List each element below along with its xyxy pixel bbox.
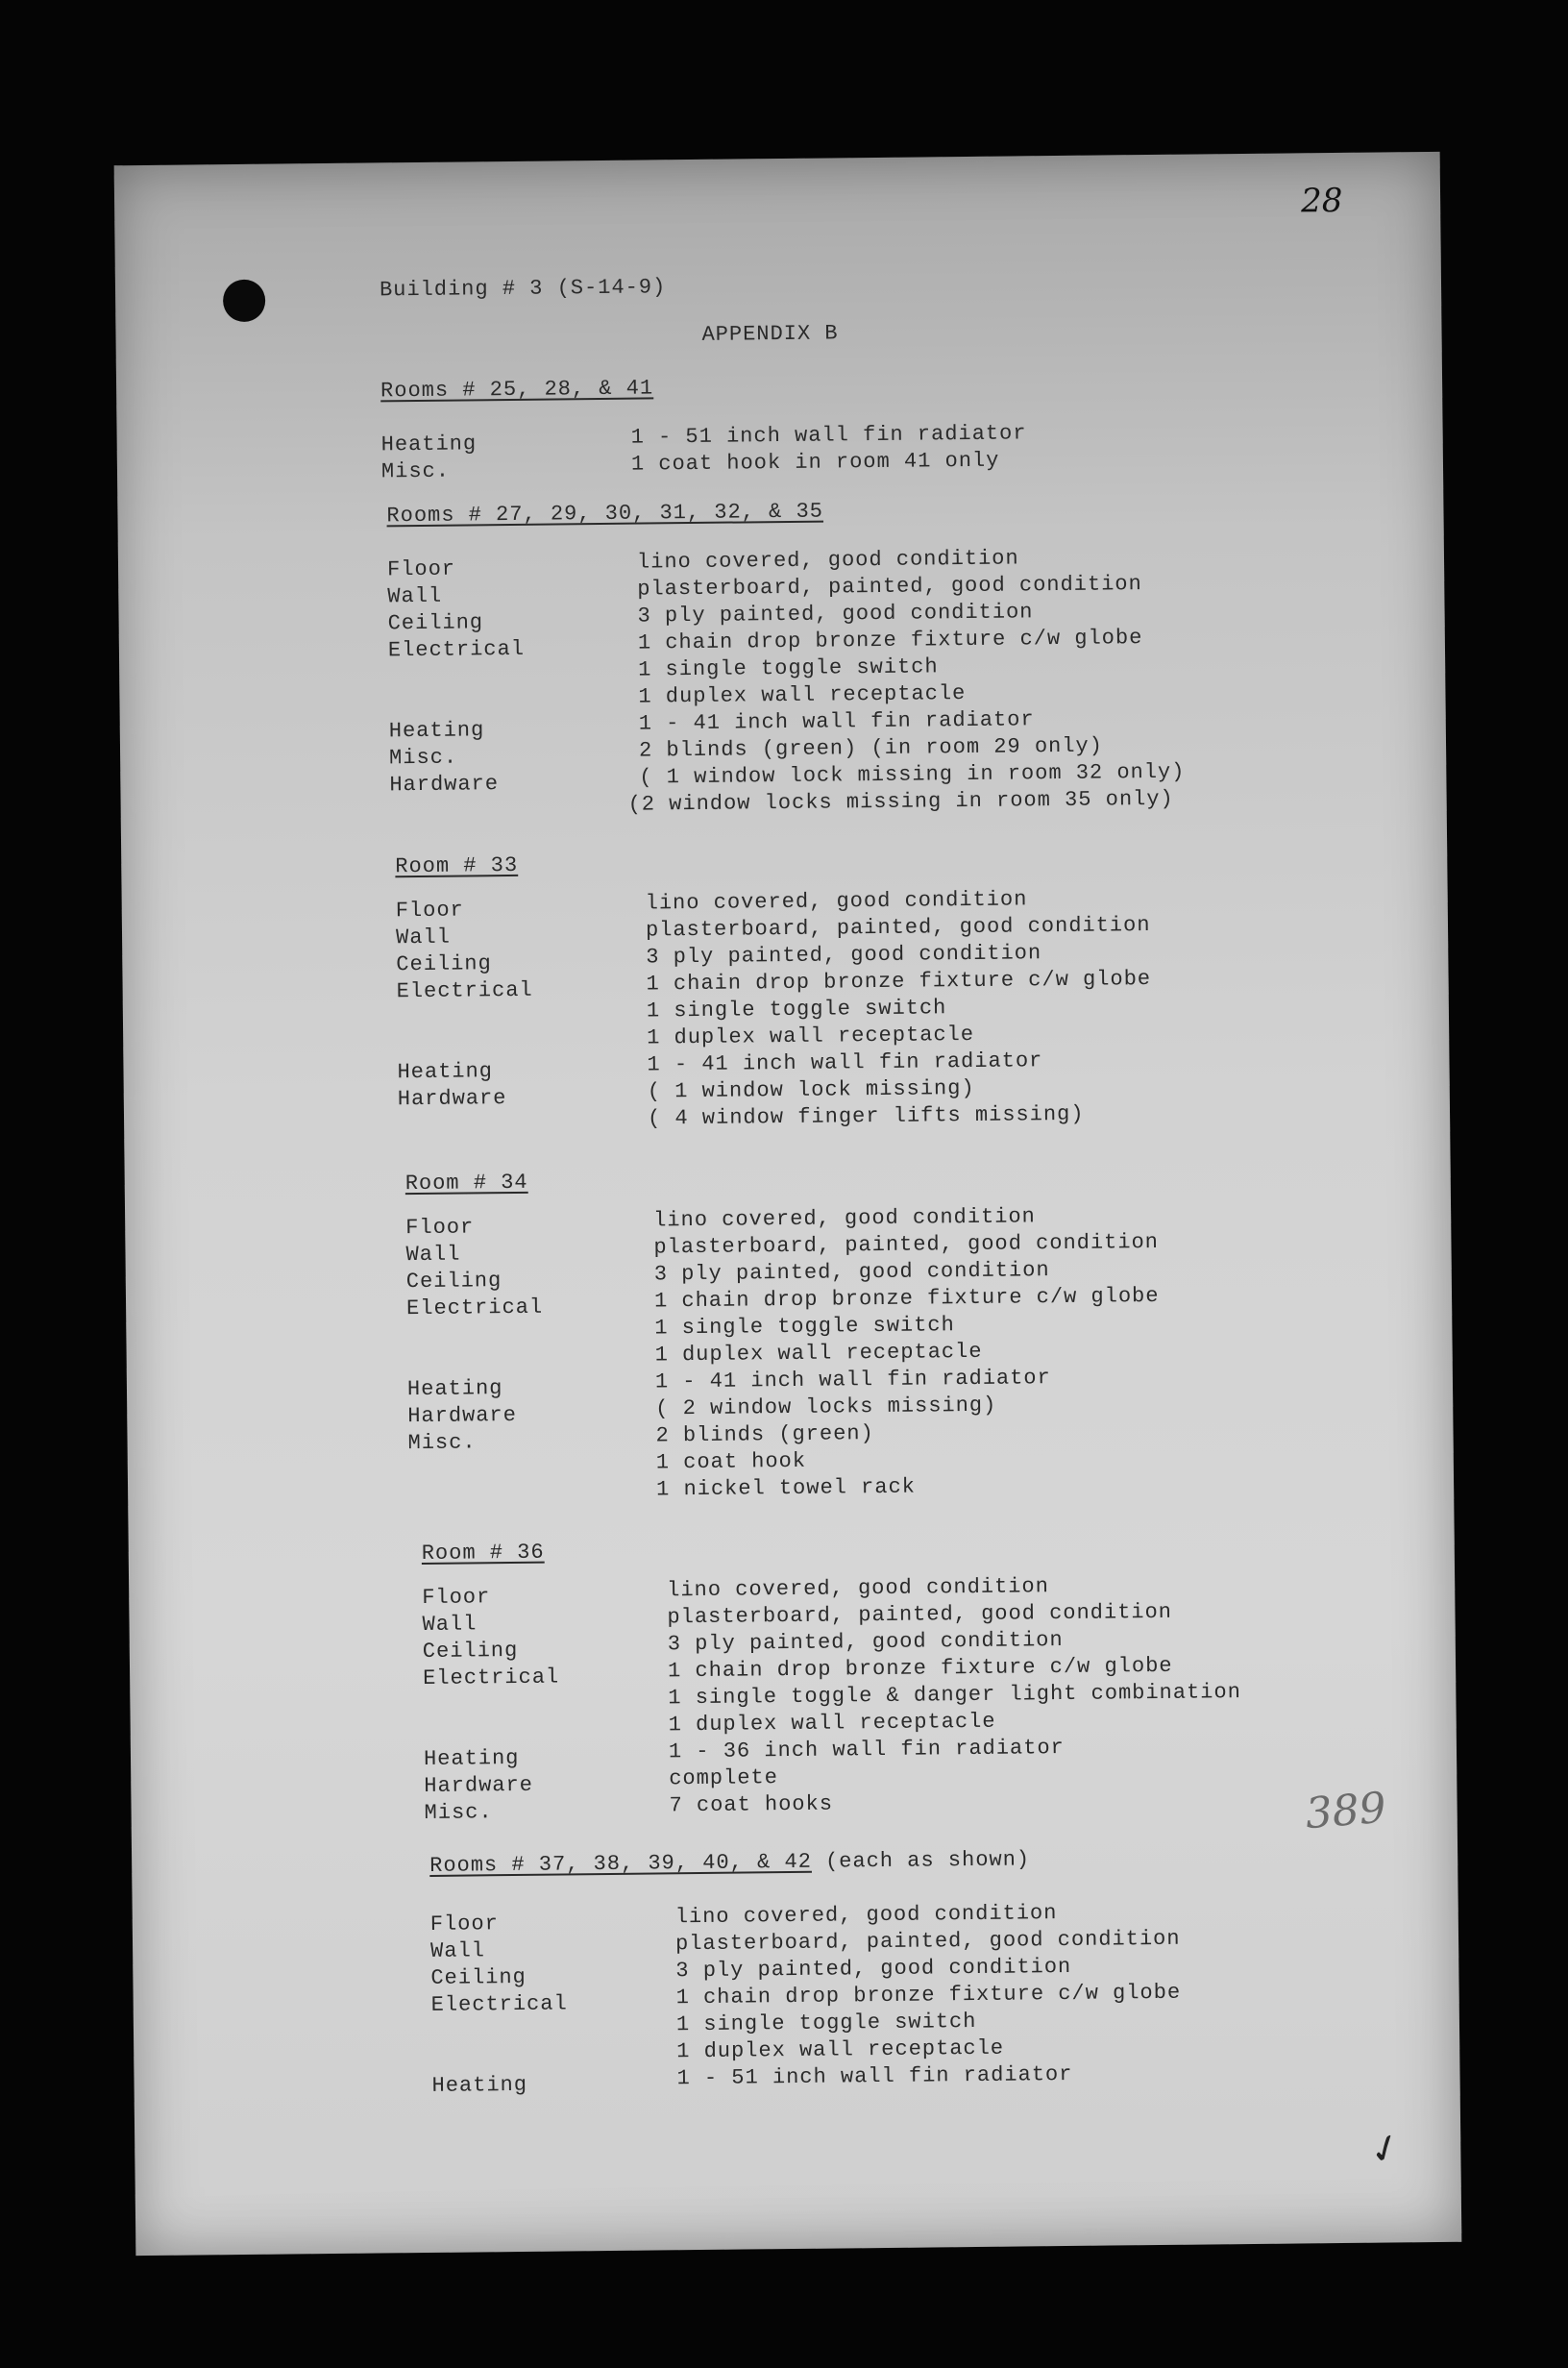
row-label	[431, 2044, 568, 2072]
row-value: 1 duplex wall receptacle	[668, 1709, 996, 1738]
section-heading: Rooms # 37, 38, 39, 40, & 42	[429, 1849, 812, 1878]
row-value: ( 4 window finger lifts missing)	[647, 1101, 1085, 1131]
row-label: Floor	[429, 1912, 499, 1936]
corner-check-mark: ✓	[1362, 2123, 1409, 2176]
row-value: 3 ply painted, good condition	[667, 1628, 1064, 1657]
row-value: 1 chain drop bronze fixture c/w globe	[637, 626, 1143, 655]
row-label: Floor	[395, 898, 464, 924]
row-label: Heating	[380, 432, 478, 457]
row-value: 1 nickel towel rack	[655, 1474, 917, 1502]
row-label: Floor	[405, 1215, 475, 1241]
section-labels	[430, 1910, 569, 2099]
row-label: Hardware	[389, 772, 500, 798]
row-label: Floor	[422, 1585, 491, 1611]
row-label: Ceiling	[387, 610, 484, 636]
row-value: plasterboard, painted, good condition	[653, 1229, 1160, 1260]
row-label	[397, 1004, 533, 1032]
row-value: plasterboard, painted, good condition	[645, 913, 1151, 943]
row-value: 1 - 41 inch wall fin radiator	[654, 1366, 1051, 1394]
row-label: Misc.	[380, 458, 451, 484]
row-label	[397, 1031, 533, 1059]
section-values	[646, 885, 1153, 1132]
page-number: 28	[1300, 181, 1343, 221]
punch-hole	[223, 280, 265, 322]
section-heading-line	[429, 1847, 1030, 1878]
appendix-title: APPENDIX B	[701, 321, 839, 347]
section-labels	[396, 897, 535, 1140]
row-label: Wall	[387, 583, 443, 609]
section-values	[667, 1571, 1242, 1819]
section-values	[675, 1899, 1183, 2092]
section-rooms-25-28-41	[116, 368, 1442, 484]
row-label: Misc.	[388, 745, 458, 771]
row-value: complete	[669, 1765, 779, 1791]
row-value: 1 chain drop bronze fixture c/w globe	[653, 1283, 1160, 1314]
row-label: Hardware	[424, 1772, 534, 1798]
section-heading: Rooms # 27, 29, 30, 31, 32, & 35	[386, 499, 824, 529]
row-value: 1 coat hook	[655, 1448, 807, 1475]
section-rooms-37-38-39-40-42	[132, 1843, 1458, 2098]
section-heading: Room # 36	[421, 1540, 545, 1566]
row-value: 1 - 36 inch wall fin radiator	[668, 1736, 1065, 1764]
row-label	[431, 2017, 568, 2045]
row-value: lino covered, good condition	[674, 1901, 1058, 1930]
row-label: Ceiling	[405, 1269, 502, 1295]
row-label: Electrical	[396, 977, 533, 1004]
section-heading-suffix: (each as shown)	[824, 1847, 1031, 1874]
row-value: 7 coat hooks	[669, 1791, 834, 1818]
row-label	[407, 1348, 544, 1376]
row-value: 2 blinds (green) (in room 29 only)	[638, 733, 1104, 763]
row-label: Hardware	[397, 1086, 507, 1112]
section-room-33	[121, 844, 1447, 1131]
row-value: 1 - 51 inch wall fin radiator	[630, 421, 1027, 450]
row-label: Heating	[406, 1376, 503, 1402]
row-label: Heating	[397, 1059, 494, 1085]
row-label	[423, 1691, 559, 1719]
section-values	[653, 1202, 1162, 1503]
row-value: 1 chain drop bronze fixture c/w globe	[667, 1653, 1173, 1684]
row-label	[390, 798, 527, 826]
row-value: 1 - 41 inch wall fin radiator	[638, 707, 1035, 736]
section-labels	[422, 1584, 561, 1827]
row-value: plasterboard, painted, good condition	[667, 1599, 1173, 1630]
row-label	[408, 1456, 545, 1484]
row-label: Misc.	[424, 1800, 493, 1825]
section-heading: Rooms # 25, 28, & 41	[380, 376, 654, 404]
row-value: 3 ply painted, good condition	[675, 1954, 1072, 1984]
folio-number: 389	[1303, 1783, 1388, 1839]
row-value: 1 single toggle switch	[638, 654, 939, 682]
row-value: 1 duplex wall receptacle	[647, 1022, 975, 1050]
row-label	[424, 1718, 560, 1746]
row-value: ( 1 window lock missing in room 32 only)	[639, 759, 1186, 790]
row-label: Electrical	[423, 1665, 560, 1691]
row-value: ( 1 window lock missing)	[647, 1075, 975, 1104]
row-label	[408, 1483, 545, 1511]
row-value: ( 2 window locks missing)	[655, 1393, 997, 1421]
row-label	[388, 690, 525, 718]
section-labels	[381, 431, 478, 485]
document-page	[114, 152, 1462, 2256]
row-value: (2 window locks missing in room 35 only)	[627, 786, 1174, 817]
row-value: lino covered, good condition	[653, 1204, 1036, 1233]
row-value: 1 - 51 inch wall fin radiator	[676, 2061, 1073, 2091]
row-value: 1 chain drop bronze fixture c/w globe	[675, 1980, 1182, 2010]
row-label	[388, 663, 525, 691]
row-value: 1 single toggle switch	[646, 996, 947, 1024]
row-label: Wall	[395, 925, 452, 950]
row-value: 3 ply painted, good condition	[653, 1258, 1050, 1287]
row-value: 1 single toggle & danger light combination	[668, 1680, 1241, 1711]
row-label: Floor	[386, 556, 456, 582]
section-labels	[387, 555, 527, 826]
row-value: lino covered, good condition	[645, 887, 1028, 916]
row-label	[398, 1112, 534, 1140]
row-value: 1 duplex wall receptacle	[654, 1339, 983, 1368]
row-label: Misc.	[407, 1430, 477, 1456]
row-label: Ceiling	[430, 1964, 527, 1990]
row-label: Ceiling	[396, 951, 492, 977]
row-value: 1 - 41 inch wall fin radiator	[647, 1048, 1043, 1077]
row-value: 3 ply painted, good condition	[646, 941, 1042, 970]
row-value: 1 coat hook in room 41 only	[630, 448, 1000, 477]
row-label: Heating	[388, 718, 485, 744]
row-value: plasterboard, painted, good condition	[674, 1926, 1181, 1957]
row-value: lino covered, good condition	[636, 546, 1019, 575]
row-label: Wall	[422, 1612, 478, 1638]
row-label: Heating	[431, 2072, 528, 2098]
row-value: 1 single toggle switch	[654, 1313, 955, 1341]
section-heading: Room # 33	[395, 852, 519, 879]
section-room-34	[125, 1161, 1451, 1502]
row-label: Electrical	[430, 1991, 568, 2017]
section-heading: Room # 34	[404, 1170, 528, 1196]
row-label: Electrical	[387, 636, 526, 663]
section-labels	[405, 1214, 545, 1511]
row-label: Wall	[429, 1938, 486, 1963]
section-values	[627, 544, 1186, 819]
section-values	[631, 420, 1027, 478]
row-value: 3 ply painted, good condition	[637, 600, 1034, 629]
row-value: 1 duplex wall receptacle	[638, 681, 967, 709]
row-label: Wall	[405, 1242, 461, 1268]
row-value: 1 duplex wall receptacle	[676, 2035, 1005, 2064]
row-label: Ceiling	[422, 1638, 519, 1665]
row-value: 1 single toggle switch	[675, 2009, 977, 2037]
row-label: Heating	[423, 1745, 520, 1771]
row-label: Electrical	[405, 1295, 544, 1321]
building-line: Building # 3 (S-14-9)	[379, 275, 667, 303]
row-label	[406, 1321, 543, 1349]
row-label: Hardware	[407, 1402, 518, 1429]
row-value: 2 blinds (green)	[655, 1421, 874, 1448]
row-value: lino covered, good condition	[667, 1574, 1049, 1603]
section-rooms-27-29-30-31-32-35	[117, 493, 1443, 817]
row-value: 1 chain drop bronze fixture c/w globe	[646, 967, 1152, 997]
row-value: plasterboard, painted, good condition	[637, 572, 1142, 602]
